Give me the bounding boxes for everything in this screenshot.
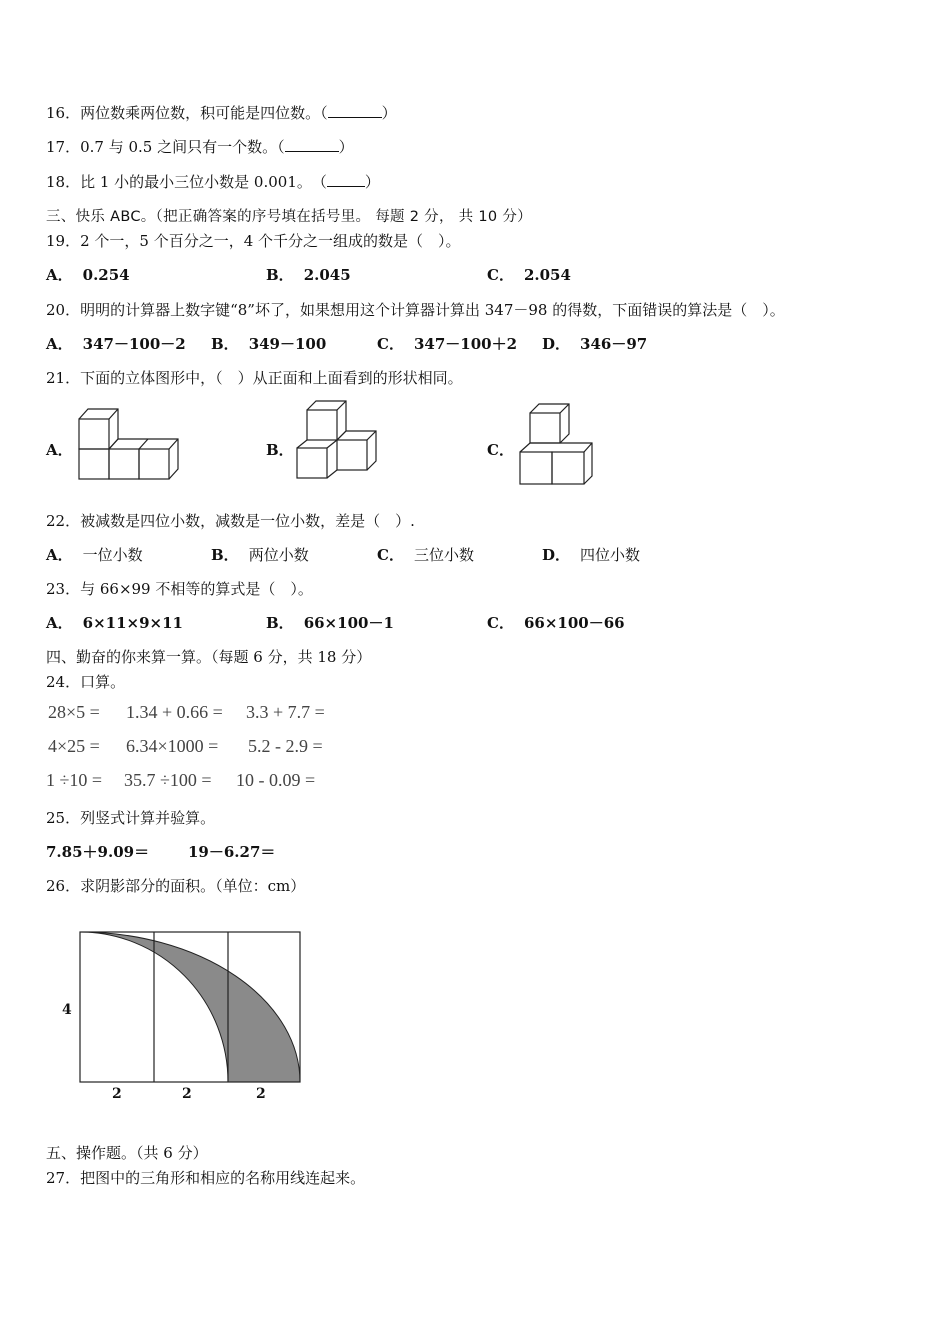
calc-r1c1: 28×5 = xyxy=(48,702,100,722)
calc-r3c2: 35.7 ÷100 = xyxy=(124,770,212,790)
answer-blank-16[interactable] xyxy=(328,105,382,118)
q21-option-a[interactable]: A． xyxy=(46,441,73,459)
vertical-calc-1: 7.85＋9.09＝ xyxy=(46,843,150,861)
width-label-3: 2 xyxy=(256,1086,266,1102)
question-25: 25．列竖式计算并验算。 xyxy=(46,809,216,827)
question-21: 21．下面的立体图形中，（ ）从正面和上面看到的形状相同。 xyxy=(46,369,463,387)
q22-option-b[interactable]: B． 两位小数 xyxy=(211,546,309,564)
width-label-1: 2 xyxy=(112,1086,122,1102)
section-3-heading: 三、快乐 ABC。（把正确答案的序号填在括号里。 每题 2 分， 共 10 分） xyxy=(46,209,532,225)
cube-figure-a xyxy=(76,404,186,484)
q19-option-b[interactable]: B． 2.045 xyxy=(266,266,351,284)
calc-r2c1: 4×25 = xyxy=(48,736,100,756)
q23-option-b[interactable]: B． 66×100－1 xyxy=(266,614,394,632)
question-19: 19．2 个一，5 个百分之一，4 个千分之一组成的数是（ ）。 xyxy=(46,232,461,250)
section-4-heading: 四、勤奋的你来算一算。（每题 6 分，共 18 分） xyxy=(46,648,372,666)
calc-r1c2: 1.34 + 0.66 = xyxy=(126,702,223,722)
q20-option-c[interactable]: C． 347－100＋2 xyxy=(377,335,518,353)
q20-option-a[interactable]: A． 347－100－2 xyxy=(46,335,186,353)
calc-r3c1: 1 ÷10 = xyxy=(46,770,103,790)
calc-r1c3: 3.3 + 7.7 = xyxy=(246,702,325,722)
question-23: 23．与 66×99 不相等的算式是（ ）。 xyxy=(46,580,313,598)
q21-option-c[interactable]: C． xyxy=(487,441,514,459)
calc-r2c3: 5.2 - 2.9 = xyxy=(248,736,323,756)
question-17: 17．0.7 与 0.5 之间只有一个数。（ ） xyxy=(46,138,354,156)
q22-option-c[interactable]: C． 三位小数 xyxy=(377,546,474,564)
q20-option-d[interactable]: D． 346－97 xyxy=(542,335,648,353)
q20-option-b[interactable]: B． 349－100 xyxy=(211,335,327,353)
cube-figure-c xyxy=(516,400,598,488)
shaded-area-figure xyxy=(70,926,310,1086)
question-24: 24．口算。 xyxy=(46,673,126,691)
q23-option-c[interactable]: C． 66×100－66 xyxy=(487,614,625,632)
question-20: 20．明明的计算器上数字键“8”坏了，如果想用这个计算器计算出 347－98 的得数，下面错误的算法是（ ）。 xyxy=(46,301,785,319)
cube-figure-b xyxy=(294,398,384,484)
q23-option-a[interactable]: A． 6×11×9×11 xyxy=(46,614,183,632)
question-16: 16．两位数乘两位数，积可能是四位数。（ ） xyxy=(46,104,397,122)
question-18: 18．比 1 小的最小三位小数是 0.001。 （ ） xyxy=(46,173,380,191)
height-label: 4 xyxy=(62,1002,72,1018)
answer-blank-17[interactable] xyxy=(285,139,339,152)
question-26: 26．求阴影部分的面积。（单位：cm） xyxy=(46,877,306,895)
answer-blank-18[interactable] xyxy=(327,174,365,187)
question-22: 22．被减数是四位小数，减数是一位小数，差是（ ）. xyxy=(46,512,415,530)
q21-option-b[interactable]: B． xyxy=(266,441,294,459)
section-5-heading: 五、操作题。（共 6 分） xyxy=(46,1144,208,1162)
question-27: 27．把图中的三角形和相应的名称用线连起来。 xyxy=(46,1169,366,1187)
q19-option-c[interactable]: C． 2.054 xyxy=(487,266,571,284)
calc-r2c2: 6.34×1000 = xyxy=(126,736,219,756)
width-label-2: 2 xyxy=(182,1086,192,1102)
q22-option-d[interactable]: D． 四位小数 xyxy=(542,546,641,564)
q19-option-a[interactable]: A． 0.254 xyxy=(46,266,130,284)
vertical-calc-2: 19－6.27＝ xyxy=(188,843,276,861)
calc-r3c3: 10 - 0.09 = xyxy=(236,770,316,790)
q22-option-a[interactable]: A． 一位小数 xyxy=(46,546,143,564)
